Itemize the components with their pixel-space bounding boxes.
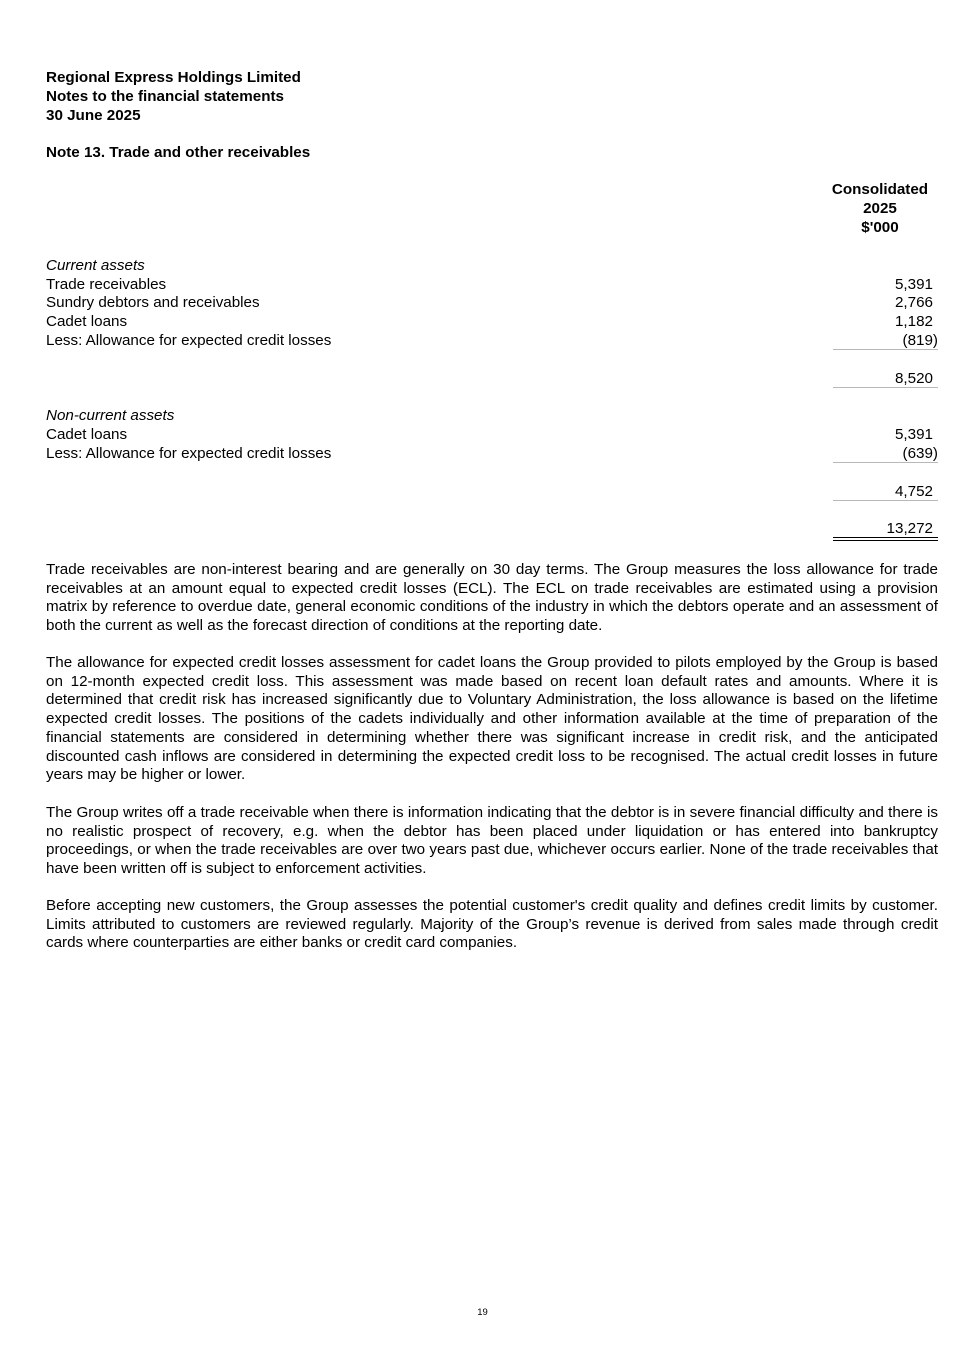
row-value: 2,766: [894, 294, 933, 311]
total-row: [46, 519, 938, 538]
row-value: (639): [902, 445, 938, 462]
table-row: [46, 331, 938, 350]
table-row: [46, 312, 938, 331]
column-header-entity: Consolidated: [831, 181, 929, 198]
table-row: [46, 293, 938, 312]
row-value: 1,182: [894, 313, 933, 330]
page-number: 19: [477, 1307, 488, 1318]
subtotal-rule: [833, 349, 938, 350]
row-value: 5,391: [894, 426, 933, 443]
document-header: [46, 69, 301, 125]
subtotal-rule: [833, 387, 938, 388]
company-name: Regional Express Holdings Limited: [46, 69, 301, 86]
current-subtotal-row: [46, 369, 938, 388]
row-label: Cadet loans: [46, 426, 128, 443]
noncurrent-assets-heading-row: [46, 406, 938, 425]
paragraph: The Group writes off a trade receivable when there is information indicating that the debtor is in severe financial difficulty and there is no realistic prospect of recovery, e.g. when the debtor has been placed under liquidation or has entered into bankruptcy proceedings, or when the trade receivables are over two years past due, whichever occurs earlier. None of the trade receivables that have been written off is subject to enforcement activities.: [46, 804, 938, 878]
paragraph: The allowance for expected credit losses assessment for cadet loans the Group provided to pilots employed by the Group is based on 12-month expected credit loss. This assessment was made based on recent loan default rates and amounts. Where it is determined that credit risk has increased significantly due to Voluntary Administration, the loss allowance is based on the lifetime expected credit losses. The positions of the cadets individually and other information available at the time of preparation of the financial statements are considered in determining whether there was significant increase in credit risk, and the anticipated discounted cash inflows are considered in determining the expected credit loss to be recognised. The actual credit losses in future years may be higher or lower.: [46, 654, 938, 784]
table-row: [46, 275, 938, 294]
subtotal-rule: [833, 462, 938, 463]
row-label: Less: Allowance for expected credit losses: [46, 445, 332, 462]
current-subtotal: 8,520: [894, 370, 933, 387]
current-assets-heading: Current assets: [46, 257, 145, 274]
grand-total: 13,272: [886, 520, 933, 537]
paragraph: Trade receivables are non-interest bearing and are generally on 30 day terms. The Group measures the loss allowance for trade receivables at an amount equal to expected credit losses (ECL). The ECL on trade receivables are estimated using a provision matrix by reference to overdue date, general economic conditions of the industry in which the debtors operate and an assessment of both the current as well as the forecast direction of conditions at the reporting date.: [46, 561, 938, 635]
table-row: [46, 425, 938, 444]
column-header: [820, 181, 940, 237]
document-title: Notes to the financial statements: [46, 87, 284, 105]
row-value: 5,391: [894, 276, 933, 293]
column-header-unit: $'000: [861, 218, 899, 236]
report-date: 30 June 2025: [46, 106, 141, 124]
paragraph: Before accepting new customers, the Group assesses the potential customer's credit quality and defines credit limits by customer. Limits attributed to customers are reviewed regularly. Majority of the Group’s revenue is derived from sales made through credit cards where counterparties are either banks or credit card companies.: [46, 897, 938, 952]
row-label: Cadet loans: [46, 313, 128, 330]
row-label: Sundry debtors and receivables: [46, 294, 260, 311]
subtotal-rule: [833, 500, 938, 501]
row-label: Trade receivables: [46, 276, 167, 293]
total-double-rule: [833, 537, 938, 541]
table-row: [46, 444, 938, 463]
current-assets-heading-row: [46, 256, 938, 275]
note-title: Note 13. Trade and other receivables: [46, 144, 311, 161]
noncurrent-subtotal: 4,752: [894, 483, 933, 500]
noncurrent-assets-heading: Non-current assets: [46, 407, 175, 424]
row-value: (819): [902, 332, 938, 349]
column-header-year: 2025: [863, 199, 897, 217]
row-label: Less: Allowance for expected credit losses: [46, 332, 332, 349]
noncurrent-subtotal-row: [46, 482, 938, 501]
